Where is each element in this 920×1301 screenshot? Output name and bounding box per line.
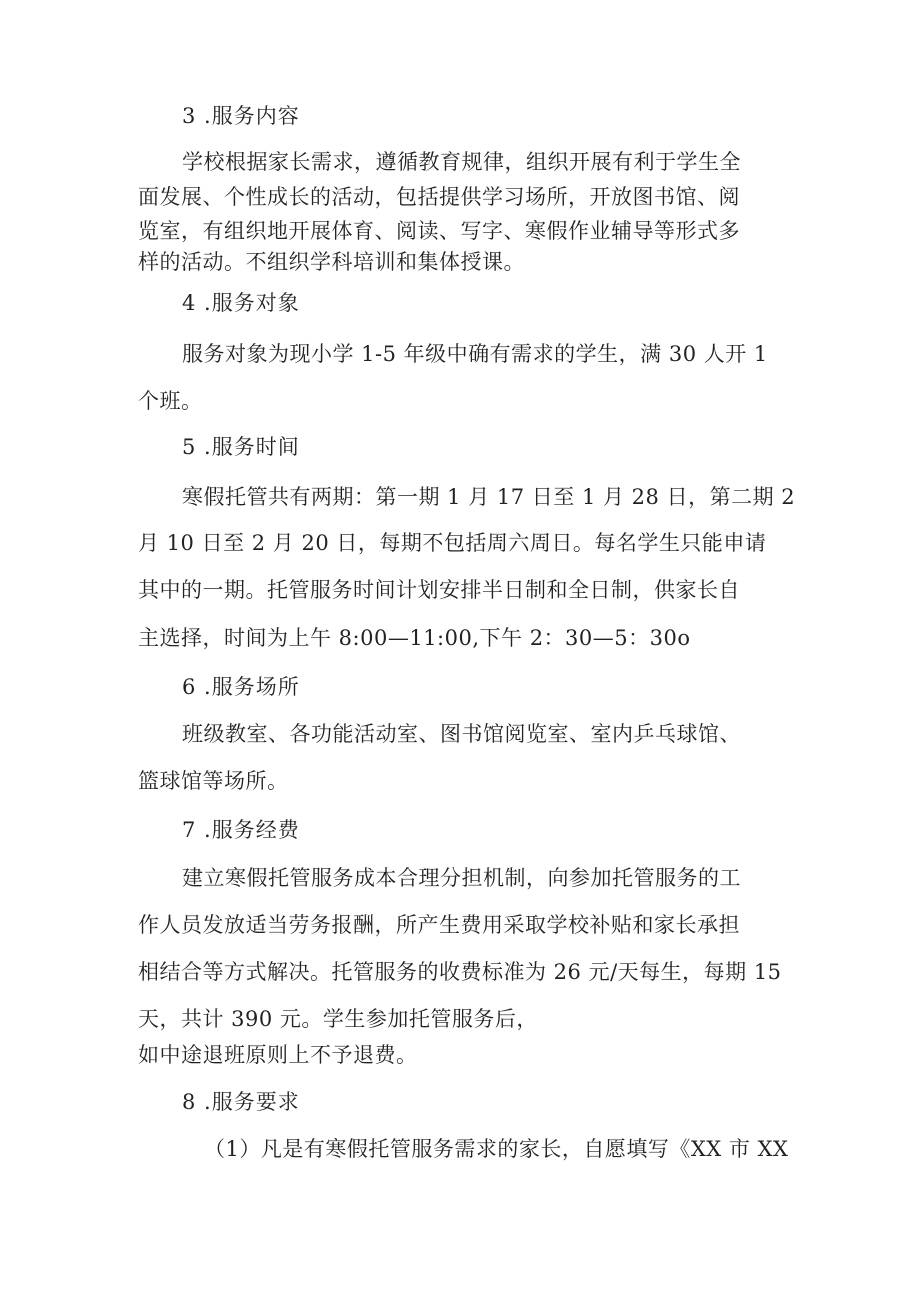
section-4-line-1: 服务对象为现小学 1-5 年级中确有需求的学生，满 30 人开 1 (182, 342, 768, 366)
section-3-line-2: 面发展、个性成长的活动，包括提供学习场所，开放图书馆、阅 (138, 185, 740, 209)
section-8-line-1: （1）凡是有寒假托管服务需求的家长，自愿填写《XX 市 XX (204, 1137, 789, 1161)
section-7-line-1: 建立寒假托管服务成本合理分担机制，向参加托管服务的工 (182, 866, 741, 890)
section-7-line-3: 相结合等方式解决。托管服务的收费标准为 26 元/天每生，每期 15 (138, 960, 782, 984)
section-7-line-4: 天，共计 390 元。学生参加托管服务后， (138, 1007, 538, 1031)
section-5-line-4: 主选择，时间为上午 8:00—11:00,下午 2：30—5：30o (138, 626, 691, 650)
section-3-line-1: 学校根据家长需求，遵循教育规律，组织开展有利于学生全 (182, 150, 741, 174)
section-5-line-3: 其中的一期。托管服务时间计划安排半日制和全日制，供家长自 (138, 578, 740, 602)
section-3-line-3: 览室，有组织地开展体育、阅读、写字、寒假作业辅导等形式多 (138, 219, 740, 243)
section-4-line-2: 个班。 (138, 389, 203, 413)
section-5-line-1: 寒假托管共有两期：第一期 1 月 17 日至 1 月 28 日，第二期 2 (182, 485, 796, 509)
section-7-heading: 7 .服务经费 (182, 818, 300, 842)
section-4-heading: 4 .服务对象 (182, 291, 300, 315)
section-3-line-4: 样的活动。不组织学科培训和集体授课。 (138, 250, 525, 274)
section-7-line-5: 如中途退班原则上不予退费。 (138, 1043, 418, 1067)
section-5-heading: 5 .服务时间 (182, 435, 300, 459)
section-6-heading: 6 .服务场所 (182, 675, 300, 699)
section-6-line-1: 班级教室、各功能活动室、图书馆阅览室、室内乒乓球馆、 (182, 722, 741, 746)
section-7-line-2: 作人员发放适当劳务报酬，所产生费用采取学校补贴和家长承担 (138, 913, 740, 937)
section-6-line-2: 篮球馆等场所。 (138, 769, 289, 793)
section-8-heading: 8 .服务要求 (182, 1090, 300, 1114)
section-5-line-2: 月 10 日至 2 月 20 日，每期不包括周六周日。每名学生只能申请 (138, 531, 767, 555)
section-3-heading: 3 .服务内容 (182, 104, 300, 128)
